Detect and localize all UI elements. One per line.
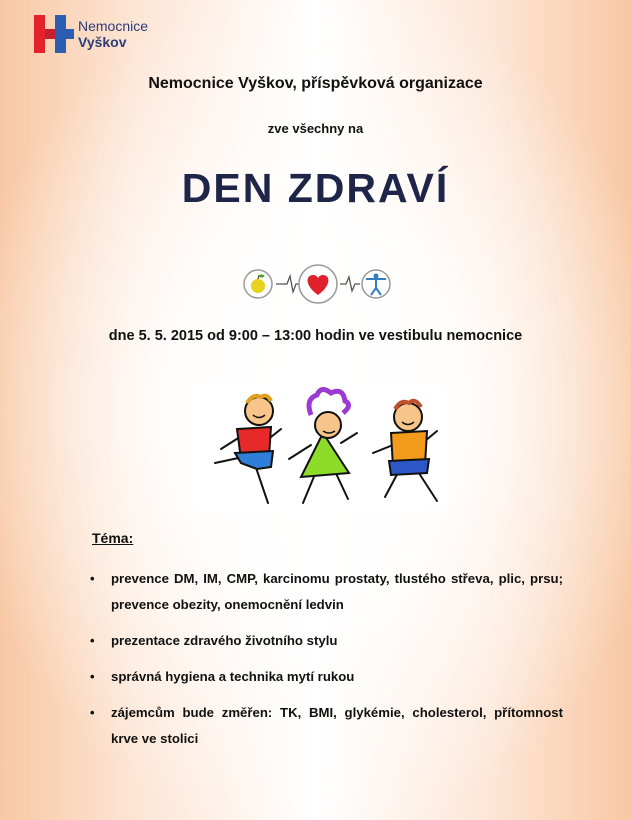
topic-heading: Téma: xyxy=(92,530,134,546)
topic-item: • správná hygiena a technika mytí rukou xyxy=(90,664,563,690)
logo-line-2: Vyškov xyxy=(78,34,127,50)
topic-item: • prevence DM, IM, CMP, karcinomu prostaty, tlustého střeva, plic, prsu; prevence obezity, onemocnění ledvin xyxy=(90,566,563,618)
topic-item: • zájemcům bude změřen: TK, BMI, glykémie, cholesterol, přítomnost krve ve stolici xyxy=(90,700,563,752)
logo-text xyxy=(78,18,148,50)
topic-item: • prezentace zdravého životního stylu xyxy=(90,628,563,654)
topic-list xyxy=(90,566,563,762)
event-date-time-location: dne 5. 5. 2015 od 9:00 – 13:00 hodin ve vestibulu nemocnice xyxy=(108,328,523,344)
organization-name: Nemocnice Vyškov, příspěvková organizace xyxy=(148,75,483,92)
hospital-logo-icon xyxy=(34,15,74,53)
invitation-text: zve všechny na xyxy=(267,121,364,136)
health-icon xyxy=(242,264,392,309)
event-title: DEN ZDRAVÍ xyxy=(181,165,450,211)
logo-line-1: Nemocnice xyxy=(78,18,149,34)
running-kids-illustration xyxy=(193,385,448,511)
hospital-logo xyxy=(34,15,148,53)
